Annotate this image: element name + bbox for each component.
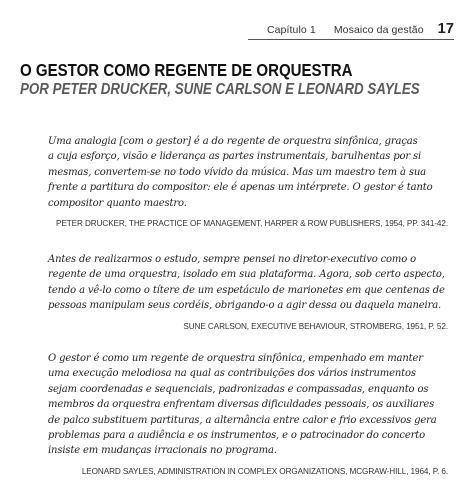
quote-line: frente a partitura do compositor: ele é apenas um intérprete. O gestor é tanto (48, 182, 433, 194)
quote-citation: LEONARD SAYLES, ADMINISTRATION IN COMPLEX ORGANIZATIONS, MCGRAW-HILL, 1964, P. 6. (81, 466, 448, 476)
quote-line: Antes de realizarmos o estudo, sempre pensei no diretor-executivo como o (48, 254, 417, 265)
page-number: 17 (437, 20, 454, 37)
quote-text (48, 134, 448, 211)
quote-line: sejam coordenadas e sequenciais, padronizadas e compassadas, enquanto os (48, 383, 429, 395)
quote-text (48, 351, 448, 459)
page-subtitle: POR PETER DRUCKER, SUNE CARLSON E LEONARD SAYLES (20, 81, 420, 98)
quote-drucker (48, 134, 448, 229)
quote-line: uma execução melodiosa na qual as contribuições dos vários instrumentos (48, 368, 416, 380)
quote-line: a cuja esforço, visão e liderança as partes instrumentais, barulhentas por si (48, 151, 422, 163)
page-title: O GESTOR COMO REGENTE DE ORQUESTRA (20, 60, 353, 80)
header-rule (248, 39, 454, 40)
quote-line: tendo a vê-lo como o títere de um espetáculo de marionetes em que centenas de (48, 284, 445, 296)
quote-line: insiste em mudanças irracionais no programa. (48, 445, 277, 457)
chapter-label: Capítulo 1 (266, 24, 316, 36)
quote-line: regente de uma orquestra, isolado em sua plataforma. Agora, sob certo aspecto, (48, 269, 445, 281)
quote-text (48, 252, 448, 314)
quote-sayles (48, 351, 448, 477)
quote-line: Uma analogia [com o gestor] é a do regente de orquestra sinfônica, graças (48, 136, 418, 147)
running-header (248, 14, 454, 36)
section-label: Mosaico da gestão (333, 24, 424, 36)
quote-line: mesmas, convertem-se no todo vívido da música. Mas um maestro tem à sua (48, 166, 426, 178)
quote-line: de palco substituem partituras, a alternância entre calor e frio excessivos gera (48, 414, 437, 426)
quote-citation: SUNE CARLSON, EXECUTIVE BEHAVIOUR, STROMBERG, 1951, P. 52. (183, 321, 448, 331)
quote-citation: PETER DRUCKER, THE PRACTICE OF MANAGEMENT, HARPER & ROW PUBLISHERS, 1954, PP. 341-42. (55, 219, 448, 229)
quote-carlson (48, 252, 448, 332)
quote-line: pessoas manipulam seus cordéis, obrigando-o a agir dessa ou daquela maneira. (48, 300, 442, 312)
quote-line: problemas para a audiência e os instrumentos, e o patrocinador do concerto (48, 430, 425, 442)
quote-line: membros da orquestra enfrentam diversas dificuldades pessoais, os auxiliares (48, 399, 435, 411)
quote-line: O gestor é como um regente de orquestra sinfônica, empenhado em manter (48, 353, 423, 364)
quote-line: compositor quanto maestro. (48, 197, 187, 209)
